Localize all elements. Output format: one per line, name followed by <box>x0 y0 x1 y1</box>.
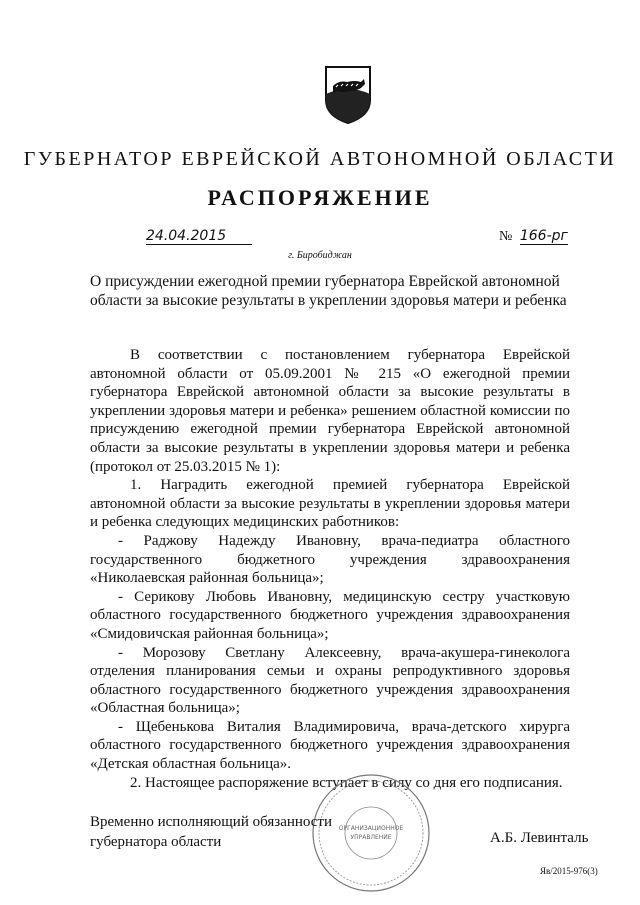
document-body <box>90 346 570 792</box>
document-number: 166-рг <box>519 228 568 244</box>
signatory-role-line-1: Временно исполняющий обязанности <box>90 814 333 830</box>
award-list-item: - Щебенькова Виталия Владимировича, врача-детского хирурга областного государственного бюджетного учреждения здравоохранения «Детская областная больница». <box>90 718 570 773</box>
registration-number: Яв/2015-976(3) <box>540 866 598 876</box>
document-date: 24.04.2015 <box>146 228 252 245</box>
award-list-item: - Раджову Надежду Ивановну, врача-педиатра областного государственного бюджетного учреждения здравоохранения «Николаевская районная больница»; <box>90 532 570 587</box>
item-1-paragraph: 1. Наградить ежегодной премией губернатора Еврейской автономной области за высокие результаты в укреплении здоровья матери и ребенка следующих медицинских работников: <box>90 477 570 531</box>
coat-of-arms-emblem <box>323 64 373 126</box>
issuing-authority: ГУБЕРНАТОР ЕВРЕЙСКОЙ АВТОНОМНОЙ ОБЛАСТИ <box>23 148 617 170</box>
document-type-title: РАСПОРЯЖЕНИЕ <box>207 185 433 210</box>
document-subject: О присуждении ежегодной премии губернатора Еврейской автономной области за высокие результаты в укреплении здоровья матери и ребенка <box>90 273 567 309</box>
svg-text:ОРГАНИЗАЦИОННОЕ: ОРГАНИЗАЦИОННОЕ <box>338 825 404 832</box>
item-2-paragraph: 2. Настоящее распоряжение вступает в силу со дня его подписания. <box>130 774 563 791</box>
signatory-name: А.Б. Левинталь <box>490 830 589 846</box>
signatory-role <box>90 812 350 852</box>
document-number-line <box>499 228 568 245</box>
number-prefix: № <box>499 229 513 244</box>
city-line: г. Биробиджан <box>288 250 352 261</box>
award-list-item: - Серикову Любовь Ивановну, медицинскую сестру участковую областного государственного бюджетного учреждения здравоохранения «Смидовичская районная больница»; <box>90 588 570 642</box>
signatory-role-line-2: губернатора области <box>90 834 222 850</box>
award-list-item: - Морозову Светлану Алексеевну, врача-акушера-гинеколога отделения планирования семьи и охраны репродуктивного здоровья областного государственного бюджетного учреждения здравоохранения «Областная больница»; <box>90 644 570 717</box>
svg-text:УПРАВЛЕНИЕ: УПРАВЛЕНИЕ <box>350 834 392 841</box>
preamble-paragraph: В соответствии с постановлением губернатора Еврейской автономной области от 05.09.2001 № 215 «О ежегодной премии губернатора Еврейской автономной области за высокие результаты в укреплении здоровья матери и ребенка» решением областной комиссии по присуждению ежегодной премии губернатора Еврейской автономной области за высокие результаты в укреплении здоровья матери и ребенка (протокол от 25.03.2015 № 1): <box>90 347 570 475</box>
